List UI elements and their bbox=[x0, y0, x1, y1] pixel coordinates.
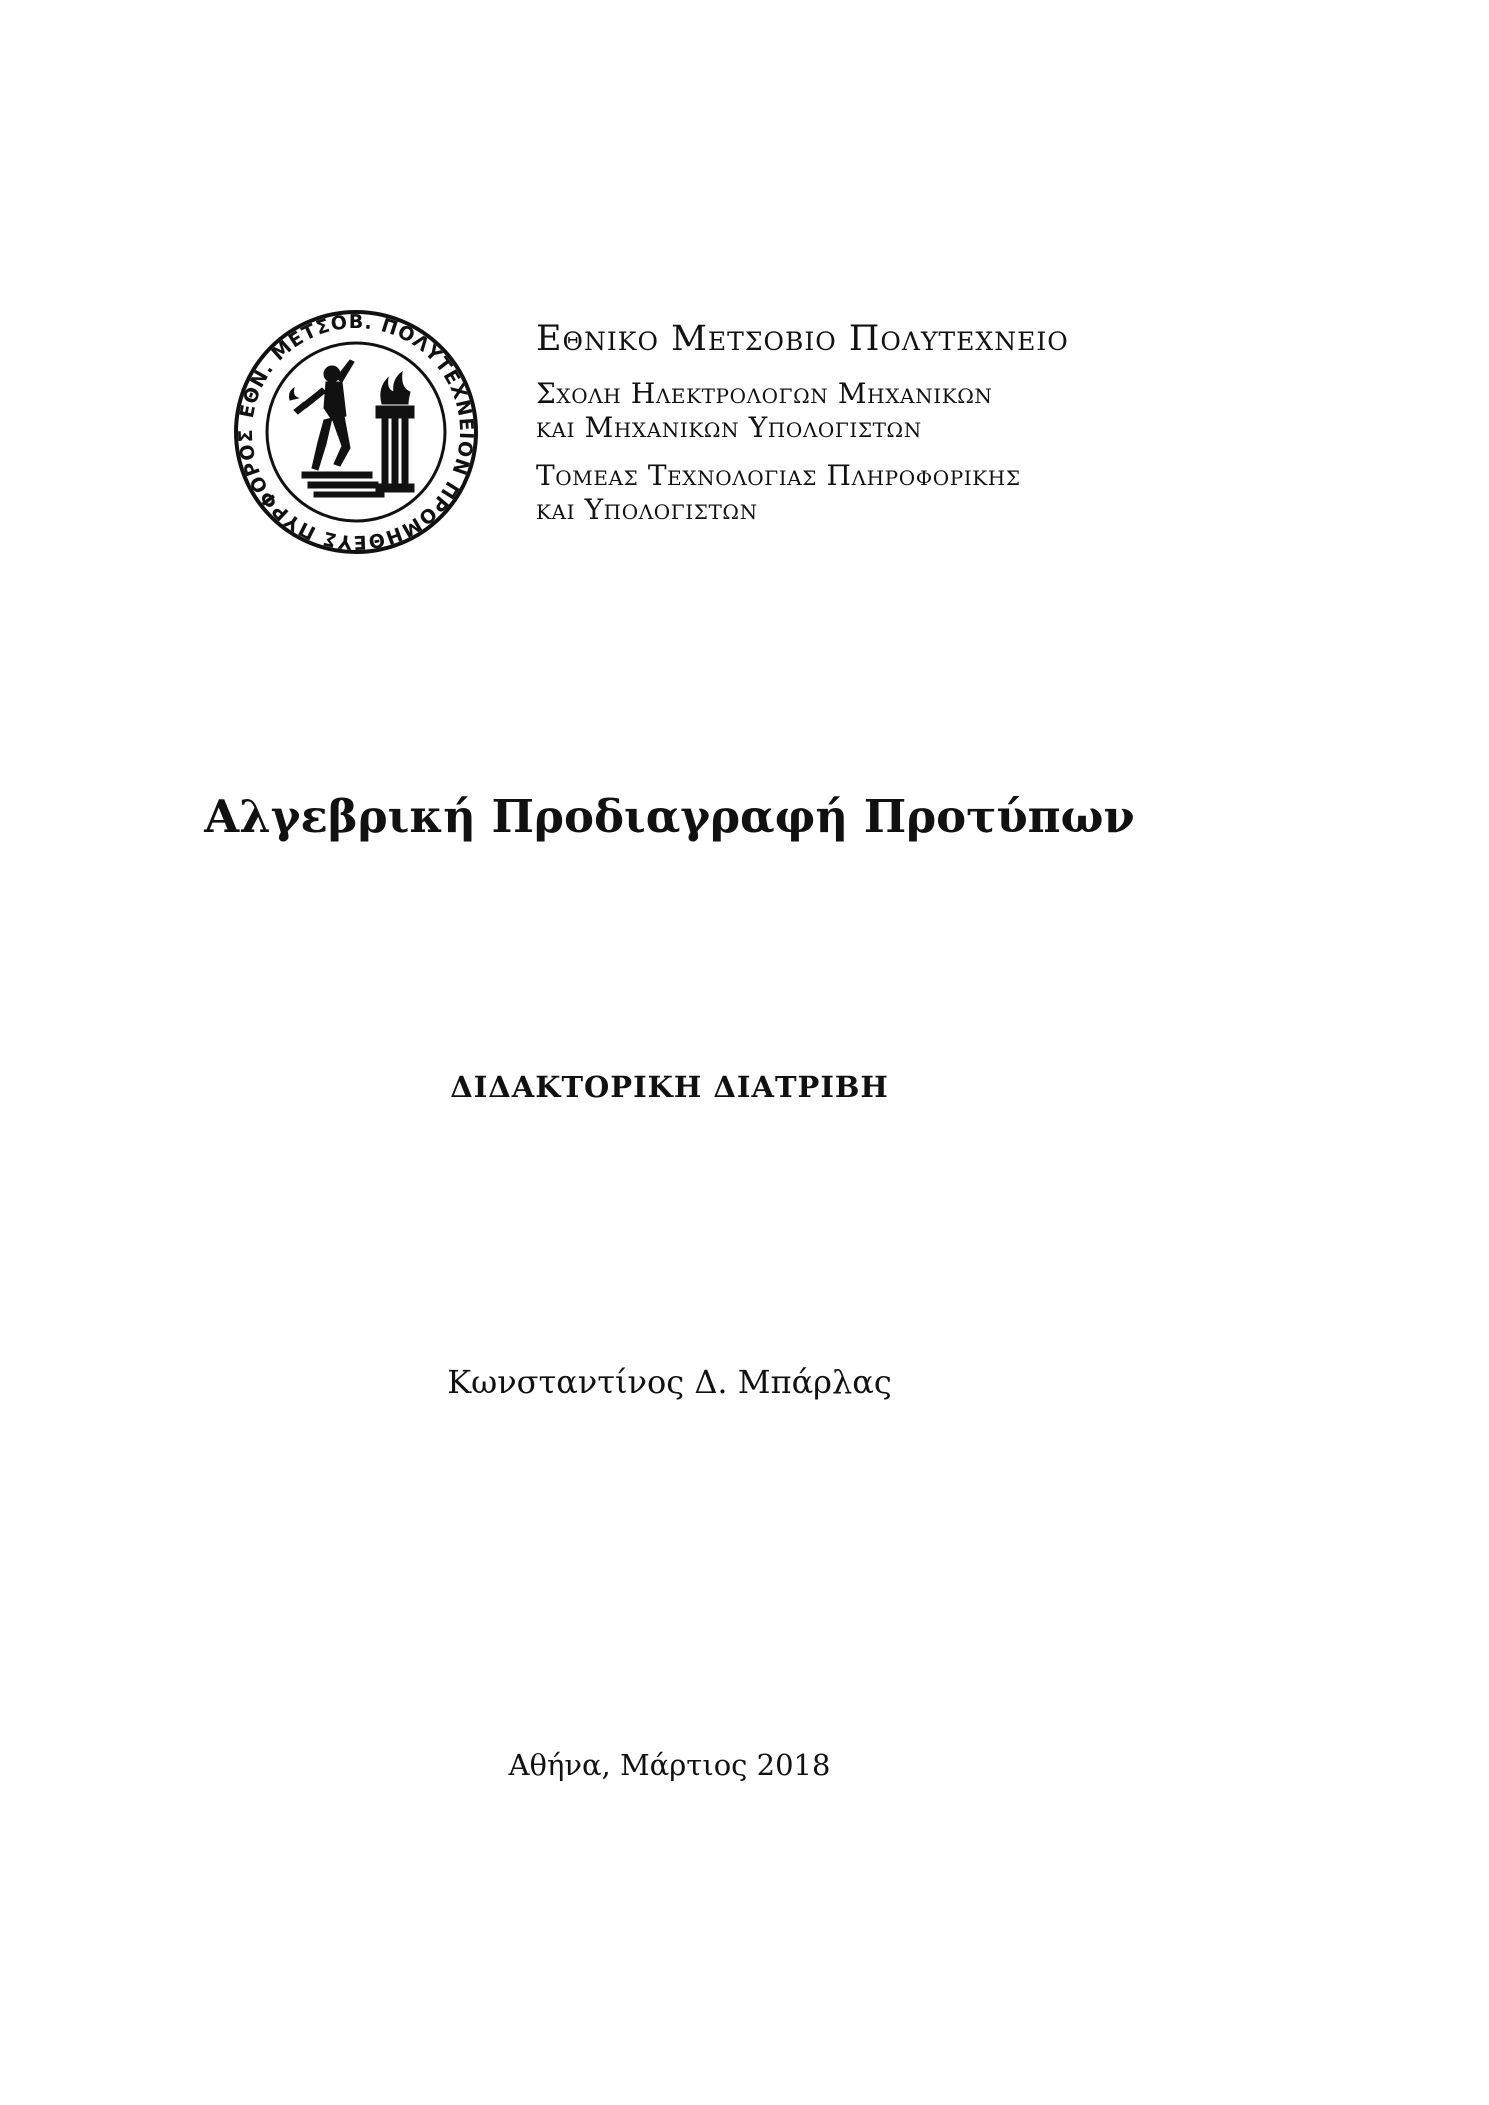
thesis-title: Αλγεβρική Προδιαγραφή Προτύπων bbox=[204, 790, 1135, 843]
university-seal-icon bbox=[232, 308, 480, 556]
place-and-date: Αθήνα, Μάρτιος 2018 bbox=[508, 1748, 831, 1782]
division-name-line-1: Τομεας Τεχνολογιας Πληροφορικης bbox=[536, 459, 1021, 492]
thesis-type: ΔΙΔΑΚΤΟΡΙΚΗ ΔΙΑΤΡΙΒΗ bbox=[450, 1070, 889, 1104]
institution-header bbox=[536, 318, 1436, 527]
division-name-line-2: και Υπολογιστων bbox=[536, 493, 758, 527]
school-name-line-2: και Μηχανικων Υπολογιστων bbox=[536, 410, 922, 444]
school-name-line-1: Σχολη Ηλεκτρολογων Μηχανικων bbox=[536, 376, 993, 410]
university-name: Εθνικο Μετσοβιο Πολυτεχνειο bbox=[536, 319, 1069, 359]
author-name: Κωνσταντίνος Δ. Μπάρλας bbox=[447, 1363, 892, 1401]
svg-text:ΕΘΝ. ΜΕΤΣΟΒ. ΠΟΛΥΤΕΧΝΕΙΟΝ ΠΡΟΜ: ΕΘΝ. ΜΕΤΣΟΒ. ΠΟΛΥΤΕΧΝΕΙΟΝ ΠΡΟΜΗΘΕΥΣ ΠΥΡΦΟΡΟΣ bbox=[234, 310, 478, 554]
